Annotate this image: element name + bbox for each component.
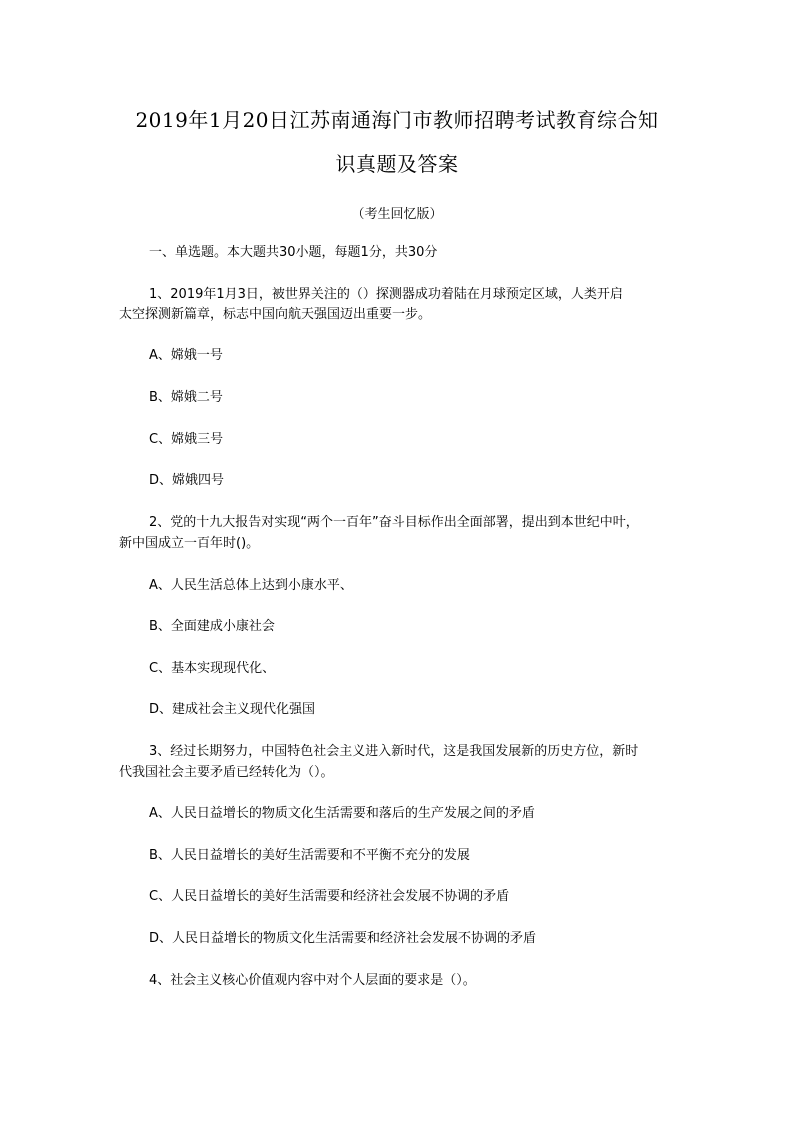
question-1-stem-line-2: 太空探测新篇章，标志中国向航天强国迈出重要一步。 bbox=[119, 307, 432, 322]
question-3-stem-line-1: 3、经过长期努力，中国特色社会主义进入新时代，这是我国发展新的历史方位，新时 bbox=[149, 744, 639, 759]
question-1-stem-line-1: 1、2019年1月3日，被世界关注的（）探测器成功着陆在月球预定区域，人类开启 bbox=[149, 287, 623, 302]
section-heading: 一、单选题。本大题共30小题，每题1分，共30分 bbox=[149, 245, 438, 260]
question-2-stem-line-2: 新中国成立一百年时()。 bbox=[119, 536, 260, 551]
question-1-option-b: B、嫦娥二号 bbox=[149, 390, 223, 405]
question-2-option-c: C、基本实现现代化、 bbox=[149, 661, 276, 676]
question-1-option-a: A、嫦娥一号 bbox=[149, 348, 223, 363]
question-3-option-c: C、人民日益增长的美好生活需要和经济社会发展不协调的矛盾 bbox=[149, 889, 510, 904]
question-1-option-c: C、嫦娥三号 bbox=[149, 432, 224, 447]
document-title-line-2: 识真题及答案 bbox=[335, 152, 459, 176]
question-3-option-a: A、人民日益增长的物质文化生活需要和落后的生产发展之间的矛盾 bbox=[149, 806, 535, 821]
document-title-line-1: 2019年1月20日江苏南通海门市教师招聘考试教育综合知 bbox=[135, 108, 659, 132]
question-1-option-d: D、嫦娥四号 bbox=[149, 473, 225, 488]
question-4-stem-line-1: 4、社会主义核心价值观内容中对个人层面的要求是（）。 bbox=[149, 973, 476, 988]
question-3-option-d: D、人民日益增长的物质文化生活需要和经济社会发展不协调的矛盾 bbox=[149, 931, 537, 946]
question-2-stem-line-1: 2、党的十九大报告对实现“两个一百年”奋斗目标作出全面部署，提出到本世纪中叶， bbox=[149, 515, 639, 530]
question-2-option-d: D、建成社会主义现代化强国 bbox=[149, 702, 316, 717]
question-3-stem-line-2: 代我国社会主要矛盾已经转化为（）。 bbox=[119, 765, 334, 780]
question-3-option-b: B、人民日益增长的美好生活需要和不平衡不充分的发展 bbox=[149, 848, 470, 863]
question-2-option-b: B、全面建成小康社会 bbox=[149, 619, 275, 634]
document-subtitle: （考生回忆版） bbox=[351, 207, 443, 222]
question-2-option-a: A、人民生活总体上达到小康水平、 bbox=[149, 578, 353, 593]
